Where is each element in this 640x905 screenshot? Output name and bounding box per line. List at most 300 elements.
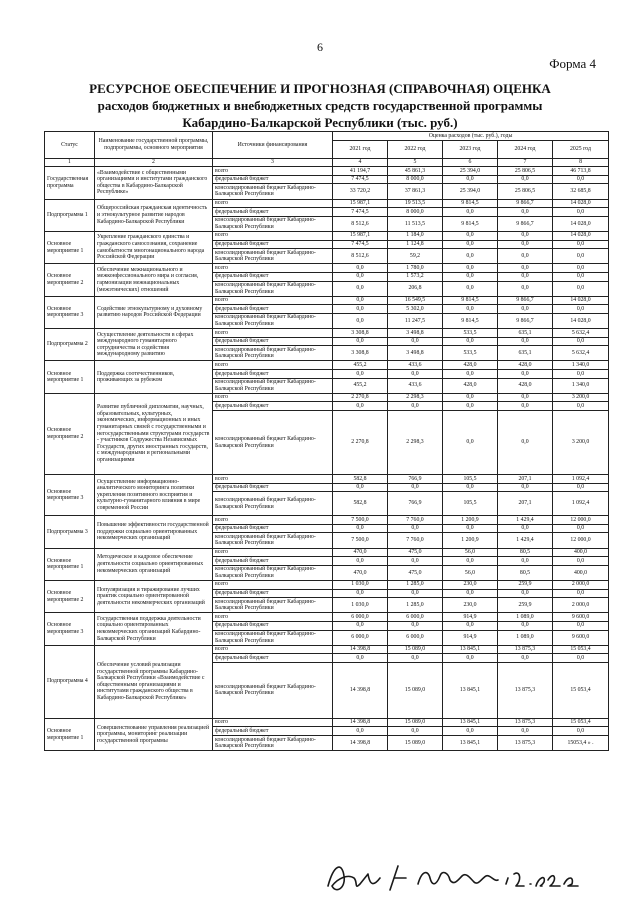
amount-cell: 15 053,4: [553, 718, 609, 727]
funding-source: всего: [213, 167, 333, 176]
amount-cell: 914,9: [443, 630, 498, 645]
funding-source: федеральный бюджет: [213, 589, 333, 598]
col-header-estimate: Оценка расходов (тыс. руб.), годы: [333, 132, 609, 141]
amount-cell: 0,0: [388, 621, 443, 630]
amount-cell: 635,1: [498, 329, 553, 338]
amount-cell: 0,0: [333, 370, 388, 379]
row-status: Основное мероприятие 2: [45, 264, 95, 296]
amount-cell: 0,0: [498, 264, 553, 273]
amount-cell: 1 285,0: [388, 598, 443, 613]
amount-cell: 7 500,0: [333, 533, 388, 548]
amount-cell: 2 270,8: [333, 393, 388, 402]
funding-source: консолидированный бюджет Кабардино-Балкарской Республики: [213, 630, 333, 645]
amount-cell: 13 845,1: [443, 662, 498, 718]
amount-cell: 0,0: [388, 557, 443, 566]
amount-cell: 0,0: [443, 249, 498, 264]
document-title: [20, 80, 620, 131]
funding-source: всего: [213, 645, 333, 654]
funding-source: федеральный бюджет: [213, 654, 333, 663]
amount-cell: 25 806,5: [498, 184, 553, 199]
amount-cell: 0,0: [443, 240, 498, 249]
row-program-name: Обеспечение межнационального и межконфессионального мира и согласия, гармонизации межнациональных (межэтнических) отношений: [95, 264, 213, 296]
funding-source: консолидированный бюджет Кабардино-Балкарской Республики: [213, 533, 333, 548]
amount-cell: 80,5: [498, 548, 553, 557]
amount-cell: 0,0: [553, 524, 609, 533]
amount-cell: 0,0: [443, 402, 498, 411]
amount-cell: 1 124,8: [388, 240, 443, 249]
header-row: [45, 132, 609, 141]
amount-cell: 0,0: [553, 208, 609, 217]
amount-cell: 0,0: [498, 370, 553, 379]
amount-cell: 914,9: [443, 613, 498, 622]
amount-cell: 13 845,1: [443, 645, 498, 654]
amount-cell: 582,8: [333, 492, 388, 516]
amount-cell: 0,0: [498, 231, 553, 240]
amount-cell: 0,0: [443, 524, 498, 533]
amount-cell: 14 398,8: [333, 736, 388, 751]
table-row: [45, 393, 609, 402]
amount-cell: 0,0: [443, 305, 498, 314]
amount-cell: 15 089,0: [388, 718, 443, 727]
amount-cell: 45 861,3: [388, 167, 443, 176]
amount-cell: 0,0: [498, 249, 553, 264]
row-program-name: Совершенствование управления реализацией программы, мониторинг реализации государственной программы: [95, 718, 213, 750]
amount-cell: 0,0: [498, 281, 553, 296]
amount-cell: 0,0: [333, 621, 388, 630]
amount-cell: 433,6: [388, 378, 443, 393]
amount-cell: 1 200,9: [443, 533, 498, 548]
amount-cell: 59,2: [388, 249, 443, 264]
row-program-name: Методическое и кадровое обеспечение деятельности социально ориентированных некоммерческих организаций: [95, 548, 213, 580]
funding-source: всего: [213, 475, 333, 484]
amount-cell: 0,0: [443, 727, 498, 736]
funding-source: консолидированный бюджет Кабардино-Балкарской Республики: [213, 313, 333, 328]
row-status: Подпрограмма 2: [45, 329, 95, 361]
amount-cell: 105,5: [443, 492, 498, 516]
table-row: [45, 718, 609, 727]
funding-source: федеральный бюджет: [213, 621, 333, 630]
amount-cell: 0,0: [333, 264, 388, 273]
col-header-year: 2023 год: [443, 140, 498, 158]
amount-cell: 1 030,0: [333, 598, 388, 613]
amount-cell: 9 866,7: [498, 216, 553, 231]
amount-cell: 25 394,0: [443, 184, 498, 199]
amount-cell: 259,9: [498, 598, 553, 613]
amount-cell: 0,0: [498, 557, 553, 566]
amount-cell: 14 028,0: [553, 199, 609, 208]
amount-cell: 0,0: [333, 557, 388, 566]
amount-cell: 0,0: [553, 654, 609, 663]
amount-cell: 1 200,9: [443, 516, 498, 525]
funding-source: федеральный бюджет: [213, 370, 333, 379]
funding-source: консолидированный бюджет Кабардино-Балкарской Республики: [213, 736, 333, 751]
amount-cell: 6 000,0: [333, 630, 388, 645]
row-status: Государственная программа: [45, 167, 95, 199]
row-program-name: Укрепление гражданского единства и гражданского самосознания, сохранение самобытности многонационального народа Российской Федерации: [95, 231, 213, 263]
amount-cell: 455,2: [333, 361, 388, 370]
amount-cell: 533,5: [443, 346, 498, 361]
funding-source: всего: [213, 361, 333, 370]
amount-cell: 455,2: [333, 378, 388, 393]
amount-cell: 0,0: [333, 337, 388, 346]
amount-cell: 0,0: [498, 305, 553, 314]
table-row: [45, 167, 609, 176]
amount-cell: 3 308,8: [333, 346, 388, 361]
funding-source: консолидированный бюджет Кабардино-Балкарской Республики: [213, 346, 333, 361]
amount-cell: 14 028,0: [553, 296, 609, 305]
amount-cell: 16 549,5: [388, 296, 443, 305]
row-status: Подпрограмма 4: [45, 645, 95, 718]
funding-source: федеральный бюджет: [213, 337, 333, 346]
amount-cell: 13 845,1: [443, 736, 498, 751]
amount-cell: 14 398,8: [333, 662, 388, 718]
amount-cell: 0,0: [388, 589, 443, 598]
amount-cell: 9 814,5: [443, 199, 498, 208]
col-header-status: Статус: [45, 132, 95, 159]
amount-cell: 0,0: [388, 524, 443, 533]
form-label: Форма 4: [549, 56, 596, 71]
amount-cell: 0,0: [553, 305, 609, 314]
amount-cell: 6 000,0: [388, 630, 443, 645]
funding-source: консолидированный бюджет Кабардино-Балкарской Республики: [213, 598, 333, 613]
amount-cell: 0,0: [498, 272, 553, 281]
amount-cell: 8 000,0: [388, 175, 443, 184]
funding-source: всего: [213, 393, 333, 402]
amount-cell: 15 089,0: [388, 736, 443, 751]
column-index: 3: [213, 158, 333, 167]
amount-cell: 15 053,4: [553, 645, 609, 654]
row-status: Основное мероприятие 2: [45, 393, 95, 474]
funding-source: консолидированный бюджет Кабардино-Балкарской Республики: [213, 249, 333, 264]
funding-source: всего: [213, 580, 333, 589]
funding-source: федеральный бюджет: [213, 208, 333, 217]
amount-cell: 56,0: [443, 565, 498, 580]
amount-cell: 80,5: [498, 565, 553, 580]
funding-source: всего: [213, 296, 333, 305]
funding-source: всего: [213, 516, 333, 525]
amount-cell: 9 866,7: [498, 199, 553, 208]
amount-cell: 25 394,0: [443, 167, 498, 176]
amount-cell: 9 814,5: [443, 216, 498, 231]
amount-cell: 14 028,0: [553, 231, 609, 240]
row-status: Основное мероприятие 3: [45, 296, 95, 328]
amount-cell: 12 000,0: [553, 516, 609, 525]
funding-source: федеральный бюджет: [213, 272, 333, 281]
amount-cell: 8 000,0: [388, 208, 443, 217]
title-line-1: РЕСУРСНОЕ ОБЕСПЕЧЕНИЕ И ПРОГНОЗНАЯ (СПРАВОЧНАЯ) ОЦЕНКА: [89, 81, 551, 96]
amount-cell: 5 302,0: [388, 305, 443, 314]
amount-cell: 206,8: [388, 281, 443, 296]
row-status: Основное мероприятие 1: [45, 231, 95, 263]
amount-cell: 1 089,0: [498, 630, 553, 645]
table-row: [45, 199, 609, 208]
amount-cell: 428,0: [498, 361, 553, 370]
amount-cell: 13 875,3: [498, 736, 553, 751]
amount-cell: 9 866,7: [498, 296, 553, 305]
amount-cell: 2 000,0: [553, 598, 609, 613]
amount-cell: 259,9: [498, 580, 553, 589]
amount-cell: 7 474,5: [333, 240, 388, 249]
amount-cell: 2 000,0: [553, 580, 609, 589]
amount-cell: 15 987,1: [333, 199, 388, 208]
amount-cell: 0,0: [498, 402, 553, 411]
amount-cell: 41 194,7: [333, 167, 388, 176]
funding-source: всего: [213, 718, 333, 727]
row-program-name: Популяризация и тиражирование лучших практик социально ориентированной деятельности некоммерческих организаций: [95, 580, 213, 612]
amount-cell: 0,0: [553, 337, 609, 346]
amount-cell: 0,0: [388, 402, 443, 411]
amount-cell: 0,0: [443, 411, 498, 475]
amount-cell: 0,0: [553, 727, 609, 736]
amount-cell: 582,8: [333, 475, 388, 484]
funding-source: консолидированный бюджет Кабардино-Балкарской Республики: [213, 565, 333, 580]
amount-cell: 0,0: [333, 589, 388, 598]
amount-cell: 8 512,6: [333, 249, 388, 264]
amount-cell: 0,0: [498, 175, 553, 184]
amount-cell: 7 760,0: [388, 516, 443, 525]
funding-source: федеральный бюджет: [213, 727, 333, 736]
title-line-3: Кабардино-Балкарской Республики (тыс. руб.): [182, 115, 458, 130]
amount-cell: 15053,4 » .: [553, 736, 609, 751]
table-row: [45, 516, 609, 525]
row-status: Подпрограмма 1: [45, 199, 95, 231]
amount-cell: 3 498,8: [388, 329, 443, 338]
amount-cell: 25 806,5: [498, 167, 553, 176]
table-row: [45, 329, 609, 338]
amount-cell: 0,0: [553, 281, 609, 296]
row-program-name: Поддержка соотечественников, проживающих за рубежом: [95, 361, 213, 393]
row-program-name: Повышение эффективности государственной поддержки социально ориентированных некоммерческих организаций: [95, 516, 213, 548]
funding-source: федеральный бюджет: [213, 557, 333, 566]
amount-cell: 0,0: [553, 264, 609, 273]
row-status: Основное мероприятие 3: [45, 613, 95, 645]
column-index: 8: [553, 158, 609, 167]
amount-cell: 11 247,5: [388, 313, 443, 328]
amount-cell: 46 713,8: [553, 167, 609, 176]
amount-cell: 1 340,0: [553, 378, 609, 393]
row-program-name: Осуществление деятельности в сферах международного гуманитарного сотрудничества и содействия международному развитию: [95, 329, 213, 361]
amount-cell: 0,0: [553, 272, 609, 281]
row-status: Основное мероприятие 1: [45, 548, 95, 580]
amount-cell: 1 184,0: [388, 231, 443, 240]
funding-source: всего: [213, 199, 333, 208]
row-status: Основное мероприятие 2: [45, 580, 95, 612]
amount-cell: 1 429,4: [498, 533, 553, 548]
column-index: 7: [498, 158, 553, 167]
row-status: Подпрограмма 3: [45, 516, 95, 548]
table-row: [45, 264, 609, 273]
amount-cell: 0,0: [443, 272, 498, 281]
amount-cell: 7 500,0: [333, 516, 388, 525]
amount-cell: 6 000,0: [388, 613, 443, 622]
amount-cell: 0,0: [443, 337, 498, 346]
amount-cell: 207,1: [498, 492, 553, 516]
funding-source: федеральный бюджет: [213, 524, 333, 533]
amount-cell: 0,0: [498, 411, 553, 475]
amount-cell: 0,0: [498, 727, 553, 736]
amount-cell: 475,0: [388, 565, 443, 580]
amount-cell: 0,0: [333, 727, 388, 736]
amount-cell: 0,0: [443, 557, 498, 566]
amount-cell: 230,0: [443, 580, 498, 589]
row-program-name: «Взаимодействие с общественными организациями и институтами гражданского общества в Кабардино-Балкарской Республике»: [95, 167, 213, 199]
table-row: [45, 475, 609, 484]
amount-cell: 1 285,0: [388, 580, 443, 589]
amount-cell: 15 089,0: [388, 645, 443, 654]
column-index: 5: [388, 158, 443, 167]
amount-cell: 0,0: [388, 654, 443, 663]
amount-cell: 0,0: [553, 589, 609, 598]
funding-source: всего: [213, 613, 333, 622]
amount-cell: 0,0: [553, 240, 609, 249]
title-line-2: расходов бюджетных и внебюджетных средств государственной программы: [97, 98, 543, 113]
amount-cell: 766,9: [388, 475, 443, 484]
amount-cell: 9 814,5: [443, 313, 498, 328]
amount-cell: 0,0: [498, 524, 553, 533]
amount-cell: 5 632,4: [553, 346, 609, 361]
amount-cell: 0,0: [333, 402, 388, 411]
amount-cell: 37 861,3: [388, 184, 443, 199]
amount-cell: 14 398,8: [333, 645, 388, 654]
amount-cell: 14 028,0: [553, 216, 609, 231]
amount-cell: 2 270,8: [333, 411, 388, 475]
amount-cell: 207,1: [498, 475, 553, 484]
amount-cell: 11 513,5: [388, 216, 443, 231]
row-status: Основное мероприятие 3: [45, 475, 95, 516]
amount-cell: 0,0: [443, 231, 498, 240]
table-row: [45, 361, 609, 370]
amount-cell: 0,0: [443, 483, 498, 492]
amount-cell: 470,0: [333, 548, 388, 557]
amount-cell: 7 474,5: [333, 208, 388, 217]
amount-cell: 9 866,7: [498, 313, 553, 328]
table-row: [45, 645, 609, 654]
col-header-year: 2025 год: [553, 140, 609, 158]
amount-cell: 2 298,3: [388, 393, 443, 402]
amount-cell: 0,0: [333, 305, 388, 314]
amount-cell: 13 875,3: [498, 645, 553, 654]
budget-table: [44, 131, 609, 751]
page-number: 6: [317, 40, 323, 54]
amount-cell: 15 053,4: [553, 662, 609, 718]
amount-cell: 0,0: [443, 654, 498, 663]
amount-cell: 1 780,0: [388, 264, 443, 273]
amount-cell: 0,0: [443, 208, 498, 217]
amount-cell: 0,0: [553, 557, 609, 566]
row-status: Основное мероприятие 1: [45, 361, 95, 393]
amount-cell: 0,0: [333, 313, 388, 328]
amount-cell: 635,1: [498, 346, 553, 361]
amount-cell: 9 600,0: [553, 630, 609, 645]
column-index: 6: [443, 158, 498, 167]
column-index: 1: [45, 158, 95, 167]
amount-cell: 3 308,8: [333, 329, 388, 338]
funding-source: федеральный бюджет: [213, 305, 333, 314]
amount-cell: 0,0: [498, 208, 553, 217]
funding-source: федеральный бюджет: [213, 240, 333, 249]
amount-cell: 9 814,5: [443, 296, 498, 305]
col-header-year: 2021 год: [333, 140, 388, 158]
amount-cell: 0,0: [553, 621, 609, 630]
amount-cell: 1 573,2: [388, 272, 443, 281]
amount-cell: 0,0: [498, 621, 553, 630]
amount-cell: 0,0: [498, 654, 553, 663]
amount-cell: 12 000,0: [553, 533, 609, 548]
amount-cell: 3 200,0: [553, 393, 609, 402]
amount-cell: 0,0: [443, 393, 498, 402]
funding-source: консолидированный бюджет Кабардино-Балкарской Республики: [213, 281, 333, 296]
col-header-year: 2024 год: [498, 140, 553, 158]
amount-cell: 0,0: [388, 370, 443, 379]
funding-source: федеральный бюджет: [213, 402, 333, 411]
amount-cell: 105,5: [443, 475, 498, 484]
amount-cell: 13 875,3: [498, 718, 553, 727]
amount-cell: 428,0: [443, 361, 498, 370]
amount-cell: 0,0: [553, 402, 609, 411]
amount-cell: 433,6: [388, 361, 443, 370]
amount-cell: 1 092,4: [553, 475, 609, 484]
amount-cell: 0,0: [333, 296, 388, 305]
row-program-name: Обеспечение условий реализации государственной программы Кабардино-Балкарской Республики «Взаимодействие с общественными организациями и институтами гражданского общества в Кабардино-Балкарской Республике»: [95, 645, 213, 718]
amount-cell: 428,0: [443, 378, 498, 393]
amount-cell: 2 298,3: [388, 411, 443, 475]
amount-cell: 0,0: [498, 337, 553, 346]
amount-cell: 1 340,0: [553, 361, 609, 370]
table-row: [45, 548, 609, 557]
amount-cell: 0,0: [443, 589, 498, 598]
amount-cell: 0,0: [388, 337, 443, 346]
amount-cell: 0,0: [443, 621, 498, 630]
row-program-name: Содействие этнокультурному и духовному развитию народов Российской Федерации: [95, 296, 213, 328]
signature-handwritten: [324, 856, 584, 898]
amount-cell: 1 030,0: [333, 580, 388, 589]
amount-cell: 533,5: [443, 329, 498, 338]
amount-cell: 3 498,8: [388, 346, 443, 361]
amount-cell: 3 200,0: [553, 411, 609, 475]
amount-cell: 0,0: [443, 370, 498, 379]
amount-cell: 475,0: [388, 548, 443, 557]
amount-cell: 8 512,6: [333, 216, 388, 231]
amount-cell: 0,0: [553, 483, 609, 492]
amount-cell: 0,0: [388, 727, 443, 736]
amount-cell: 7 760,0: [388, 533, 443, 548]
amount-cell: 15 987,1: [333, 231, 388, 240]
amount-cell: 0,0: [388, 483, 443, 492]
funding-source: консолидированный бюджет Кабардино-Балкарской Республики: [213, 184, 333, 199]
amount-cell: 0,0: [443, 264, 498, 273]
amount-cell: 32 685,8: [553, 184, 609, 199]
column-index: 4: [333, 158, 388, 167]
col-header-name: Наименование государственной программы, подпрограммы, основного мероприятия: [95, 132, 213, 159]
funding-source: консолидированный бюджет Кабардино-Балкарской Республики: [213, 378, 333, 393]
amount-cell: 0,0: [333, 524, 388, 533]
amount-cell: 0,0: [553, 249, 609, 264]
funding-source: всего: [213, 231, 333, 240]
table-row: [45, 613, 609, 622]
col-header-source: Источники финансирования: [213, 132, 333, 159]
amount-cell: 0,0: [498, 240, 553, 249]
column-index-row: [45, 158, 609, 167]
table-row: [45, 296, 609, 305]
amount-cell: 5 632,4: [553, 329, 609, 338]
amount-cell: 230,0: [443, 598, 498, 613]
table-row: [45, 580, 609, 589]
amount-cell: 9 600,0: [553, 613, 609, 622]
amount-cell: 0,0: [333, 272, 388, 281]
funding-source: консолидированный бюджет Кабардино-Балкарской Республики: [213, 662, 333, 718]
amount-cell: 0,0: [333, 281, 388, 296]
funding-source: консолидированный бюджет Кабардино-Балкарской Республики: [213, 492, 333, 516]
